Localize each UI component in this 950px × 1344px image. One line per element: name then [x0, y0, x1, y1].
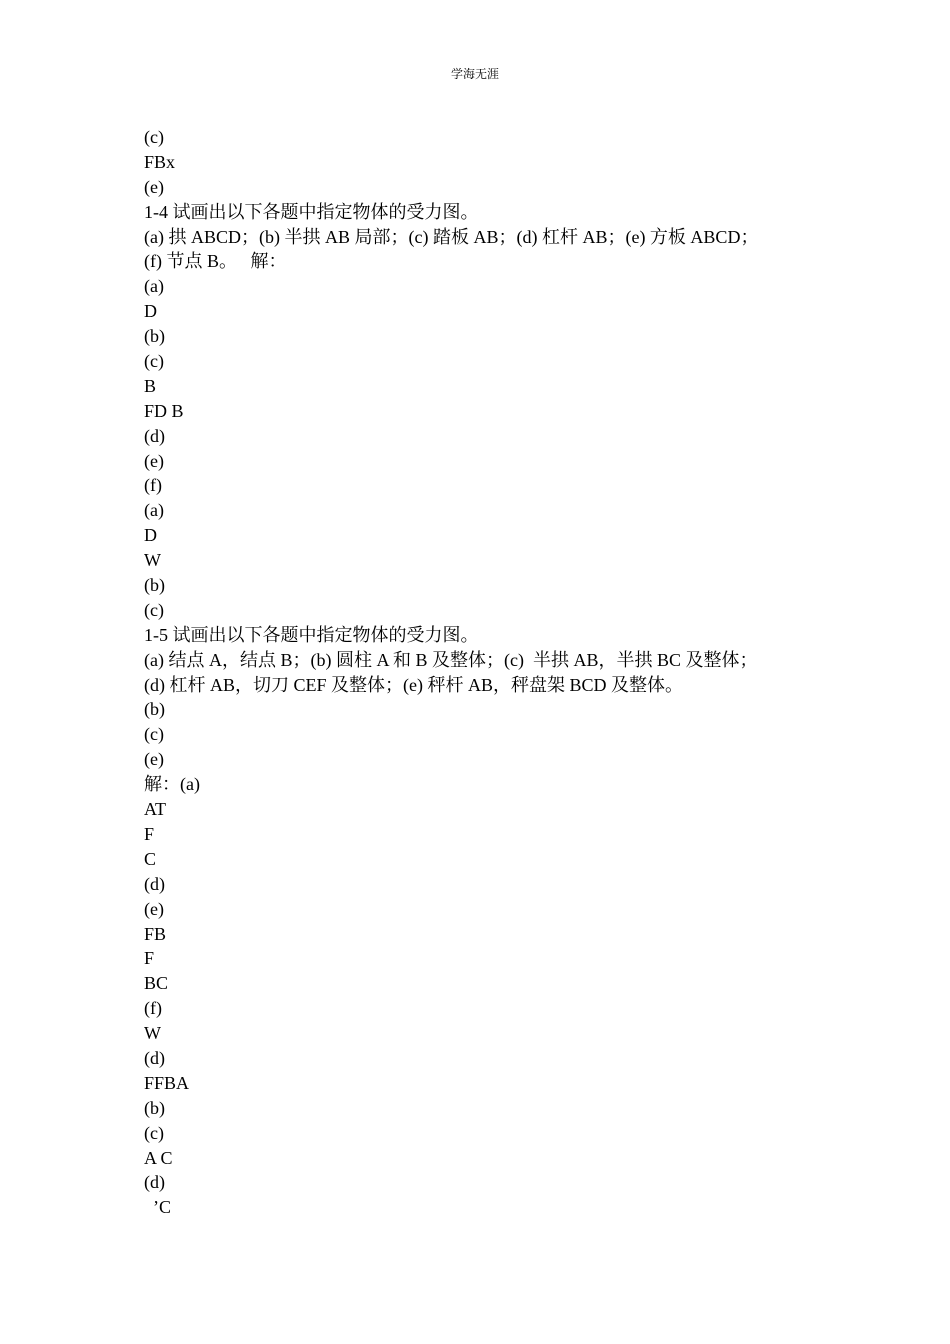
- text-line: 解：(a): [144, 774, 200, 795]
- text-line: W: [144, 1023, 161, 1044]
- text-line: FD B: [144, 400, 184, 421]
- text-line: (d): [144, 1172, 165, 1193]
- text-line: FFBA: [144, 1072, 190, 1093]
- text-line: (e): [144, 749, 164, 770]
- text-line: F: [144, 948, 155, 969]
- text-line: (c): [144, 599, 164, 620]
- text-line: (c): [144, 127, 164, 147]
- text-line: B: [144, 375, 157, 396]
- text-line: (b): [144, 326, 165, 347]
- section-heading: 1-5 试画出以下各题中指定物体的受力图。: [144, 624, 479, 645]
- text-line: (d): [144, 873, 165, 894]
- text-line: (d): [144, 1047, 165, 1068]
- page-header: 学海无涯: [450, 67, 499, 81]
- text-line: (c): [144, 1122, 164, 1143]
- text-line: (a): [144, 276, 164, 297]
- text-line: (e): [144, 450, 164, 471]
- text-line: (a): [144, 500, 164, 521]
- text-line: (f) 节点 B。 解：: [144, 251, 287, 272]
- text-line: ’C: [144, 1197, 171, 1218]
- text-line: (f): [144, 998, 162, 1019]
- text-line: A C: [144, 1147, 173, 1168]
- text-line: (b): [144, 575, 165, 596]
- text-line: (c): [144, 724, 164, 745]
- document-body: [144, 125, 824, 1220]
- text-line: W: [144, 550, 161, 571]
- text-line: D: [144, 525, 157, 546]
- text-line: (c): [144, 351, 164, 372]
- text-line: (e): [144, 176, 164, 197]
- text-line: D: [144, 301, 157, 322]
- text-line: FB: [144, 923, 167, 944]
- text-line: FBx: [144, 151, 176, 172]
- section-heading: 1-4 试画出以下各题中指定物体的受力图。: [144, 201, 479, 222]
- text-line: (a) 拱 ABCD；(b) 半拱 AB 局部；(c) 踏板 AB；(d) 杠杆 AB；(e) 方板 ABCD；: [144, 226, 759, 247]
- text-line: (f): [144, 475, 162, 496]
- text-line: (b): [144, 1097, 165, 1118]
- text-line: (d) 杠杆 AB，切刀 CEF 及整体；(e) 秤杆 AB，秤盘架 BCD 及整体。: [144, 674, 683, 695]
- text-line: (b): [144, 699, 165, 720]
- text-line: (e): [144, 898, 164, 919]
- text-line: BC: [144, 973, 169, 994]
- text-line: AT: [144, 799, 166, 820]
- text-line: F: [144, 823, 155, 844]
- text-line: (d): [144, 425, 165, 446]
- text-line: (a) 结点 A，结点 B；(b) 圆柱 A 和 B 及整体；(c) 半拱 AB，半拱 BC 及整体；: [144, 649, 758, 670]
- text-line: C: [144, 848, 157, 869]
